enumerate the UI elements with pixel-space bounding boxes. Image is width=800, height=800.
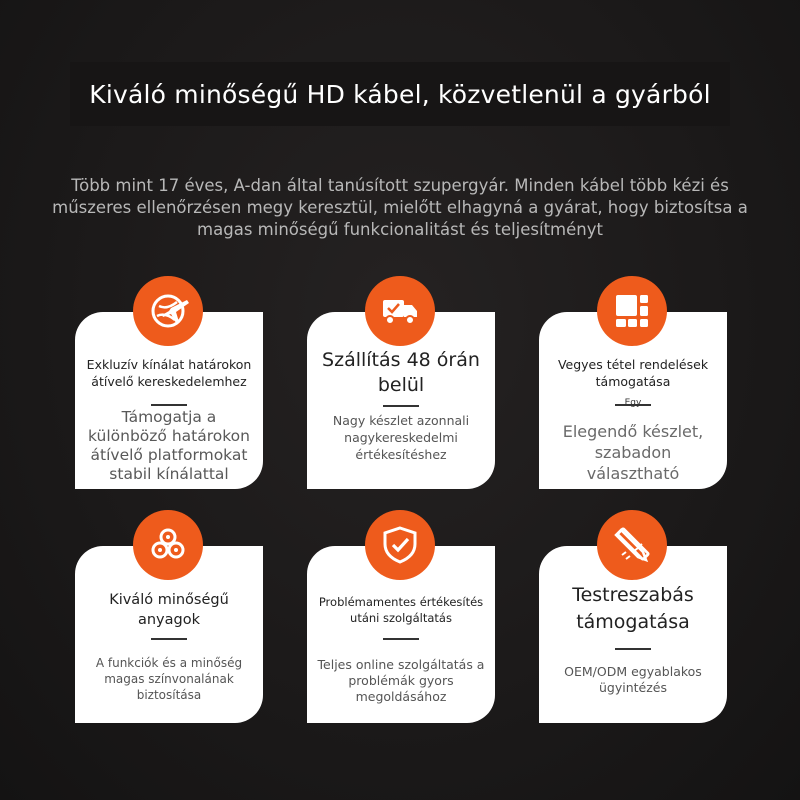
card-body: Teljes online szolgáltatás a problémák gyors megoldásához: [317, 657, 485, 704]
card-divider-label: Egy: [624, 398, 642, 408]
shield-check-icon: [365, 510, 435, 580]
card-divider: [615, 648, 651, 650]
card-divider: [151, 404, 187, 406]
card-heading: Kiváló minőségű anyagok: [109, 592, 229, 628]
card-heading: Vegyes tétel rendelések támogatása: [557, 357, 709, 389]
page-title: Kiváló minőségű HD kábel, közvetlenül a gyárból: [89, 80, 711, 109]
card-divider: [151, 638, 187, 640]
page-subtitle: Több mint 17 éves, A-dan által tanúsított szupergyár. Minden kábel több kézi és műszeres ellenőrzésen megy keresztül, mielőtt elhagyná a gyárat, hogy biztosítsa a magas minőségű funkcionalitást és teljesítményt: [52, 176, 748, 239]
delivery-truck-icon: [365, 276, 435, 346]
card-heading: Testreszabás támogatása: [572, 584, 694, 633]
card-heading: Szállítás 48 órán belül: [322, 349, 480, 396]
grid-blocks-icon: [597, 276, 667, 346]
card-divider: [383, 638, 419, 640]
pencil-ruler-icon: [597, 510, 667, 580]
material-rolls-icon: [133, 510, 203, 580]
card-body: Elegendő készlet, szabadon választható: [562, 422, 704, 483]
card-body: A funkciók és a minőség magas színvonalának biztosítása: [95, 656, 243, 702]
card-body: OEM/ODM egyablakos ügyintézés: [564, 664, 702, 695]
card-body: Támogatja a különböző határokon átívelő platformokat stabil kínálattal: [88, 408, 250, 483]
card-body: Nagy készlet azonnali nagykereskedelmi értékesítéshez: [332, 413, 470, 462]
card-heading: Exkluzív kínálat határokon átívelő kereskedelemhez: [86, 357, 252, 389]
card-divider: [383, 405, 419, 407]
card-heading: Problémamentes értékesítés utáni szolgáltatás: [318, 595, 484, 625]
plane-globe-icon: [133, 276, 203, 346]
